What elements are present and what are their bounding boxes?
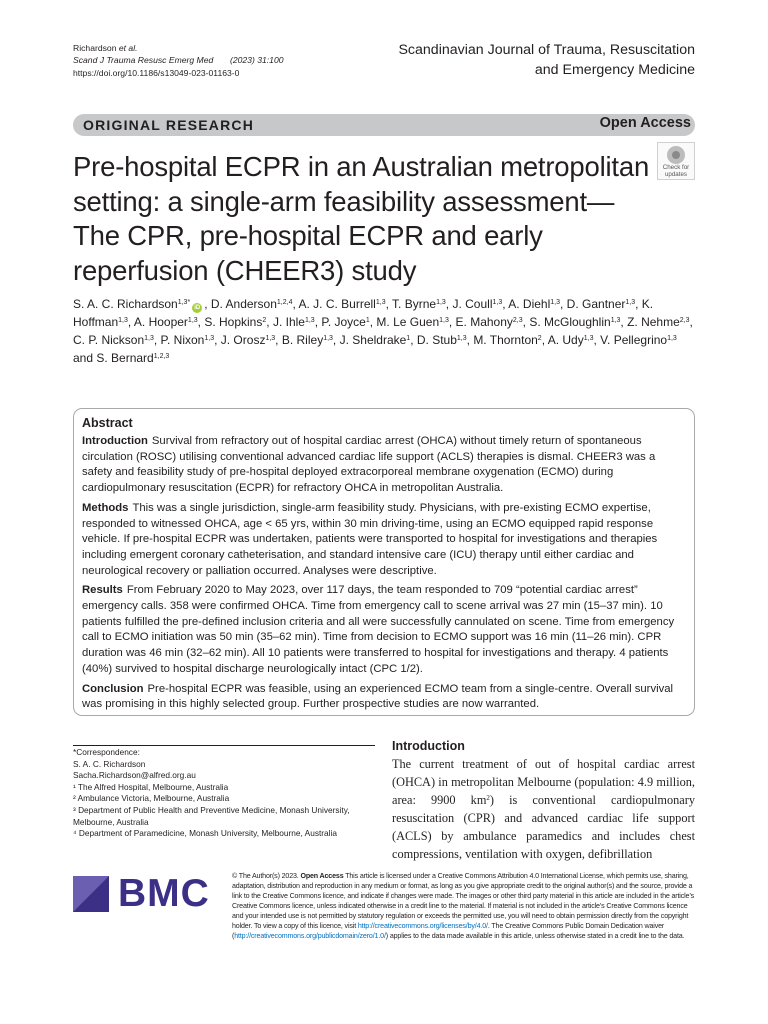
author-affiliation: 1,3 (144, 335, 154, 343)
article-type-banner (73, 114, 695, 136)
citation-author: Richardson (73, 43, 117, 53)
license-link-cc0[interactable]: http://creativecommons.org/publicdomain/zero/1.0/ (234, 931, 386, 940)
introduction-section (392, 738, 695, 864)
author-name[interactable]: V. Pellegrino (600, 333, 668, 348)
author-affiliation: 1,3 (625, 299, 636, 306)
citation-doi[interactable]: https://doi.org/10.1186/s13049-023-01163-0 (73, 67, 240, 78)
author-name[interactable]: M. Le Guen (376, 315, 440, 330)
introduction-body (392, 755, 695, 864)
author-name[interactable]: J. Ihle (272, 315, 305, 330)
author-affiliation: 1,3 (118, 317, 128, 325)
author-affiliation: 1,3 (187, 317, 198, 325)
author-affiliation: 1,3 (204, 335, 215, 343)
author-affiliation: 1,2,3 (153, 353, 170, 361)
citation-et-al: et al. (118, 43, 138, 53)
author-entry (96, 351, 169, 365)
bmc-logo-text: BMC (118, 872, 210, 915)
author-entry (456, 315, 523, 329)
introduction-text-a: The current treatment of out of hospital cardiac arrest (OHCA) in metropolitan Melbourne (population: 4.9 million, area: 9900 km (392, 757, 695, 808)
author-entry (376, 315, 448, 329)
author-affiliation: 1 (365, 317, 370, 325)
orcid-icon[interactable]: iD (194, 305, 201, 311)
introduction-superscript: 2 (486, 794, 490, 803)
author-affiliation: 1,3 (610, 317, 621, 325)
author-affiliation: 1,3 (265, 335, 276, 343)
author-affiliation: 1 (406, 335, 411, 343)
author-name[interactable]: E. Mahony (455, 315, 513, 330)
footnotes (73, 745, 375, 840)
author-affiliation: 1,3 (492, 299, 503, 306)
bmc-logo-mark-icon (73, 876, 109, 912)
article-title: Pre-hospital ECPR in an Australian metropolitan setting: a single-arm feasibility assessment—The CPR, pre-hospital ECPR and early reperfusion (CHEER3) study (73, 151, 650, 286)
footnote-correspondence: *Correspondence: (73, 747, 140, 757)
check-updates-line-1: Check for (662, 164, 690, 171)
article-type-label: ORIGINAL RESEARCH (83, 117, 255, 133)
abstract-conclusion-text: Pre-hospital ECPR was feasible, using an experienced ECMO team from a single-centre. Overall survival was promising in this highly selected group. Further prospective studies are now warranted. (82, 682, 674, 711)
author-name[interactable]: C. P. Nickson (73, 333, 145, 348)
author-name[interactable]: S. Bernard (96, 351, 154, 366)
author-affiliation: 1,3* (177, 299, 191, 306)
license-body-1: This article is licensed under a Creative Commons Attribution 4.0 International License, which permits use, sharing, adaptation, distribution and reproduction in any medium or format, as long as you give appropriate credit to the original author(s) and the source, provide a link to the Creative Commons licence, and indicate if changes were made. The images or other third party material in this article are included in the article’s Creative Commons licence, unless indicated otherwise in a credit line to the material. If material is not included in the article’s Creative Commons licence and your intended use is not permitted by statutory regulation or exceeds the permitted use, you will need to obtain permission directly from the copyright holder. To view a copy of this licence, visit (232, 872, 695, 930)
author-name[interactable]: M. Thornton (473, 333, 538, 348)
footnote-affiliation-2: ² Ambulance Victoria, Melbourne, Australia (73, 793, 230, 804)
abstract-introduction (82, 434, 686, 497)
author-affiliation: 1,2,4 (276, 299, 293, 306)
author-entry (452, 297, 502, 311)
license-text (232, 872, 695, 942)
author-name[interactable]: K. Hoffman (73, 297, 654, 330)
author-affiliation: 2 (537, 335, 542, 343)
author-name[interactable]: D. Stub (416, 333, 457, 348)
author-entry (282, 333, 333, 347)
author-entry (600, 333, 677, 347)
author-name[interactable]: J. Sheldrake (339, 333, 407, 348)
author-affiliation: 1,3 (323, 335, 333, 343)
author-name[interactable]: D. Gantner (566, 297, 626, 311)
license-lead: © The Author(s) 2023. (232, 872, 299, 880)
author-name[interactable]: S. A. C. Richardson (73, 297, 178, 311)
author-affiliation: 1,3 (304, 317, 315, 325)
author-entry (73, 297, 204, 311)
citation-year-volume: (2023) 31:100 (229, 55, 284, 66)
author-name[interactable]: J. Coull (452, 297, 493, 311)
abstract-methods-label: Methods (82, 501, 129, 514)
license-link-cc-by[interactable]: http://creativecommons.org/licenses/by/4.0/ (357, 921, 488, 930)
open-access-label: Open Access (599, 115, 691, 131)
author-entry (204, 315, 266, 329)
abstract-conclusion-label: Conclusion (82, 682, 144, 695)
author-entry (567, 297, 635, 311)
abstract-introduction-label: Introduction (82, 435, 148, 447)
author-entry (211, 297, 293, 311)
author-entry (221, 333, 275, 347)
author-entry (134, 315, 198, 329)
author-name[interactable]: A. J. C. Burrell (298, 297, 376, 311)
footnote-affiliation-1: ¹ The Alfred Hospital, Melbourne, Australia (73, 781, 229, 792)
abstract-results-label: Results (82, 584, 123, 597)
abstract-box (73, 408, 695, 716)
author-entry (392, 297, 446, 311)
footnote-corresponding-author: S. A. C. Richardson (73, 758, 146, 769)
check-updates-line-2: updates (664, 170, 688, 178)
author-entry (299, 297, 386, 311)
author-entry (273, 315, 315, 329)
author-entry (417, 333, 467, 347)
introduction-text-b: ) is conventional cardiopulmonary resuscitation (CPR) and advanced cardiac life support (ACLS) by ambulance paramedics and includes chest compressions, ventilation with oxygen, defibrillation (392, 793, 695, 862)
author-entry (627, 315, 689, 329)
author-name[interactable]: A. Hooper (133, 315, 188, 330)
check-updates-icon (667, 146, 685, 164)
abstract-results (82, 583, 686, 677)
footnote-email[interactable]: Sacha.Richardson@alfred.org.au (73, 770, 196, 781)
author-list: S. A. C. Richardson$^{1,3*}$iD , D. Anderson$^{1,2,4}$, A. J. C. Burrell$^{1,3}$, T. Byrne$^{1,3}$, J. Coull$^{1,3}$, A. Diehl$^{1,3}$, D. Gantner$^{1,3}$, K. Hoffman$^{1,3}$, A. Hooper$^{1,3}$, S. Hopkins$^2$, J. Ihle$^{1,3}$, P. Joyce$^1$, M. Le Guen$^{1,3}$, E. Mahony$^{2,3}$, S. McGloughlin$^{1,3}$, Z. Nehme$^{2,3}$, C. P. Nickson$^{1,3}$, P. Nixon$^{1,3}$, J. Orosz$^{1,3}$, B. Riley$^{1,3}$, J. Sheldrake$^1$, D. Stub$^{1,3}$, M. Thornton$^2$, A. Udy$^{1,3}$, V. Pellegrino$^{1,3}$ and S. Bernard$^{1,2,3}$ (73, 297, 693, 366)
author-entry (529, 315, 620, 329)
author-name[interactable]: A. Diehl (508, 297, 551, 311)
footnote-affiliation-3: ³ Department of Public Health and Preventive Medicine, Monash University, Melbourne, Australia (73, 804, 350, 827)
author-affiliation: 1,3 (436, 299, 446, 306)
author-affiliation: 1,3 (456, 335, 467, 343)
author-name[interactable]: D. Anderson (210, 297, 277, 311)
author-name[interactable]: B. Riley (281, 333, 324, 348)
abstract-heading: Abstract (82, 416, 133, 430)
author-affiliation: 2,3 (679, 317, 690, 325)
author-name[interactable]: Z. Nehme (627, 315, 680, 330)
author-name[interactable]: S. Hopkins (204, 315, 263, 330)
author-name[interactable]: P. Nixon (160, 333, 205, 348)
author-affiliation: 1,3 (375, 299, 386, 306)
license-open-access: Open Access (300, 872, 344, 880)
bmc-logo (73, 872, 213, 915)
author-entry (340, 333, 411, 347)
author-affiliation: 2,3 (512, 317, 523, 325)
author-name[interactable]: J. Orosz (220, 333, 266, 348)
introduction-heading: Introduction (392, 739, 465, 753)
author-entry (73, 333, 154, 347)
author-name[interactable]: S. McGloughlin (529, 315, 611, 330)
check-for-updates-button[interactable] (657, 142, 695, 180)
author-entry (161, 333, 215, 347)
author-affiliation: 1,3 (583, 335, 594, 343)
author-affiliation: 2 (262, 317, 267, 325)
author-entry (548, 333, 594, 347)
license-body-2: . The Creative Commons Public Domain Dedication waiver ( (232, 921, 665, 940)
author-name[interactable]: T. Byrne (392, 297, 437, 311)
author-name[interactable]: A. Udy (547, 333, 584, 348)
abstract-methods-text: This was a single jurisdiction, single-arm feasibility study. Physicians, with pre-existing ECMO expertise, responded to witnessed OHCA, age < 65 yrs, within 30 min driving-time, using an ECMO equipped rapid response vehicle. If pre-hospital ECPR was undertaken, patients were transported to hospital for investigations and therapies including emergent coronary catheterisation, and standard intensive care (ICU) therapy until either cardiac and neurological recovery or palliation occurred. Analyses were descriptive. (82, 501, 658, 577)
abstract-results-text: From February 2020 to May 2023, over 117 days, the team responded to 709 “potential cardiac arrest” emergency calls. 358 were confirmed OHCA. Time from emergency call to scene arrival was 27 min (15–37 min). 10 patients fulfilled the pre-defined inclusion criteria and all were successfully cannulated on scene. Time from emergency call to ECMO initiation was 50 min (35–62 min). Time from decision to ECMO support was 16 min (11–26 min). CPR duration was 46 min (32–62 min). All 10 patients were transferred to hospital for investigations and therapy. 4 patients (40%) survived to hospital discharge neurologically intact (CPC 1/2). (82, 584, 675, 675)
author-affiliation: 1,3 (667, 335, 677, 343)
citation-block (73, 42, 284, 79)
abstract-introduction-text: Survival from refractory out of hospital cardiac arrest (OHCA) without timely return of spontaneous circulation (ROSC) utilising conventional advanced cardiac life support (ACLS) therapies is dismal. CHEER3 was a safety and feasibility study of pre-hospital deployed extracorporeal membrane oxygenation (ECMO) during cardiopulmonary resuscitation (ECPR) for refractory OHCA in metropolitan Australia. (82, 435, 656, 495)
author-name[interactable]: P. Joyce (321, 315, 366, 330)
abstract-methods (82, 501, 686, 580)
author-entry (321, 315, 369, 329)
author-affiliation: 1,3 (550, 299, 560, 306)
citation-journal: Scand J Trauma Resusc Emerg Med (73, 55, 214, 66)
footnote-affiliation-4: ⁴ Department of Paramedicine, Monash University, Melbourne, Australia (73, 828, 337, 839)
author-affiliation: 1,3 (439, 317, 449, 325)
license-body-3: ) applies to the data made available in this article, unless otherwise stated in a credit line to the data. (385, 931, 685, 940)
author-entry (473, 333, 541, 347)
journal-name: Scandinavian Journal of Trauma, Resuscitation and Emergency Medicine (398, 42, 695, 78)
author-entry (508, 297, 560, 311)
abstract-conclusion (82, 682, 686, 713)
